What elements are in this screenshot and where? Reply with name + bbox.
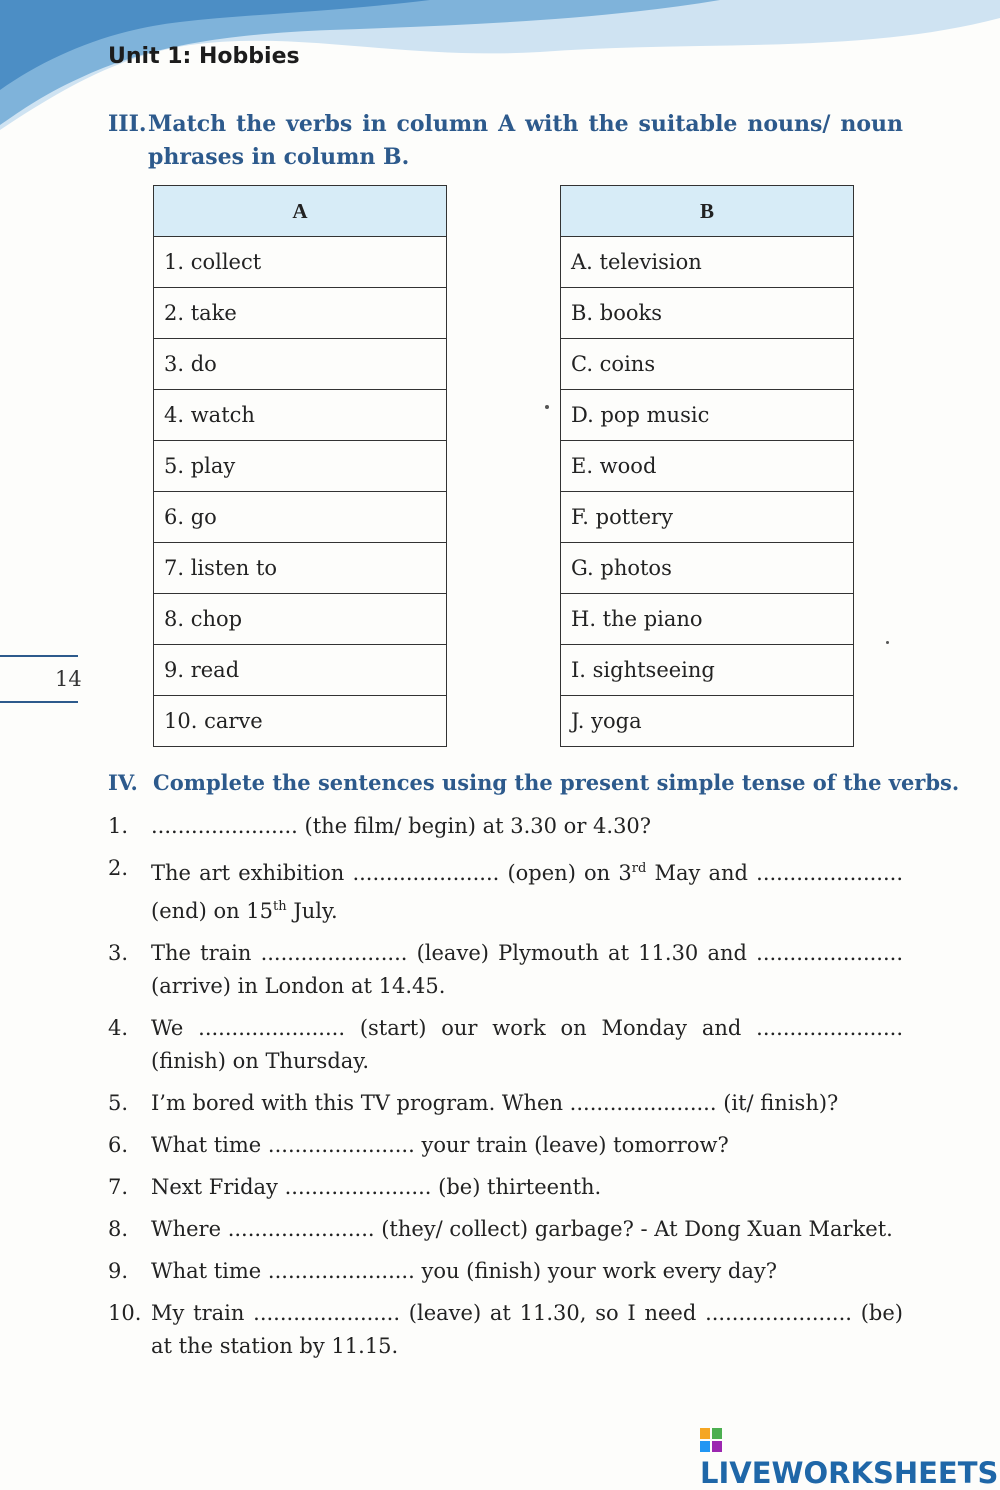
sentence-text: What time: [151, 1133, 268, 1157]
answer-blank[interactable]: ......................: [267, 1133, 415, 1157]
column-a-table: [153, 185, 447, 747]
section-4-heading: [108, 770, 959, 795]
noun-cell: B. books: [561, 288, 854, 339]
stray-dot: [545, 405, 549, 409]
section-3-instruction-line2: phrases in column B.: [148, 144, 410, 170]
sentence-text: (open) on 3: [499, 861, 632, 885]
answer-blank[interactable]: ......................: [260, 941, 408, 965]
column-a-header: A: [154, 186, 447, 237]
section-4-number: IV.: [108, 770, 138, 795]
sentence-text: (leave) Plymouth at 11.30 and: [407, 941, 757, 965]
section-3-number: III.: [108, 111, 147, 137]
sentence-item: [108, 937, 903, 1003]
verb-cell: 3. do: [154, 339, 447, 390]
unit-title: Unit 1: Hobbies: [108, 44, 300, 69]
sentence-item: [108, 1297, 903, 1363]
sentence-text: (start) our work on Monday and: [345, 1016, 757, 1040]
sentence-text: Next Friday: [151, 1175, 285, 1199]
page-number-block: [0, 655, 80, 703]
verb-cell: 8. chop: [154, 594, 447, 645]
answer-blank[interactable]: ......................: [756, 861, 903, 885]
ordinal-suffix: rd: [631, 861, 647, 876]
sentence-item: [108, 1213, 903, 1246]
section-3-instruction-line1: Match the verbs in column A with the suitable nouns/ noun: [148, 111, 903, 137]
section-4-instruction: Complete the sentences using the present simple tense of the verbs.: [153, 770, 960, 795]
column-b-table: [560, 185, 854, 747]
verb-cell: 4. watch: [154, 390, 447, 441]
sentence-number: 9.: [108, 1259, 129, 1283]
sentence-text: (be) thirteenth.: [431, 1175, 602, 1199]
sentence-text: The train: [151, 941, 261, 965]
sentence-item: [108, 1255, 903, 1288]
sentence-number: 1.: [108, 814, 129, 838]
verb-cell: 5. play: [154, 441, 447, 492]
ordinal-suffix: th: [273, 899, 287, 914]
page-number-rule-bottom: [0, 701, 78, 703]
sentence-text: (they/ collect) garbage? - At Dong Xuan Market.: [374, 1217, 893, 1241]
verb-cell: 6. go: [154, 492, 447, 543]
sentence-number: 10.: [108, 1301, 142, 1325]
stray-dot: [886, 641, 889, 644]
answer-blank[interactable]: ......................: [756, 941, 903, 965]
sentence-text: (the film/ begin) at 3.30 or 4.30?: [297, 814, 652, 838]
sentence-text: We: [151, 1016, 199, 1040]
noun-cell: A. television: [561, 237, 854, 288]
verb-cell: 9. read: [154, 645, 447, 696]
section-3-heading: [108, 108, 903, 174]
sentence-text: Where: [151, 1217, 228, 1241]
sentence-number: 3.: [108, 941, 129, 965]
answer-blank[interactable]: ......................: [227, 1217, 375, 1241]
verb-cell: 10. carve: [154, 696, 447, 747]
sentence-item: [108, 1012, 903, 1078]
sentence-number: 6.: [108, 1133, 129, 1157]
sentence-item: [108, 1171, 903, 1204]
answer-blank[interactable]: ......................: [284, 1175, 432, 1199]
noun-cell: F. pottery: [561, 492, 854, 543]
logo-text: LIVEWORKSHEETS: [700, 1456, 999, 1490]
column-b-header: B: [561, 186, 854, 237]
answer-blank[interactable]: ......................: [198, 1016, 345, 1040]
noun-cell: D. pop music: [561, 390, 854, 441]
sentence-text: (arrive) in London at 14.45.: [151, 974, 446, 998]
noun-cell: G. photos: [561, 543, 854, 594]
sentence-item: [108, 1129, 903, 1162]
answer-blank[interactable]: ......................: [352, 861, 500, 885]
sentence-text: your train (leave) tomorrow?: [414, 1133, 729, 1157]
sentence-number: 4.: [108, 1016, 129, 1040]
sentence-item: [108, 810, 903, 843]
page-number: 14: [55, 667, 82, 691]
sentence-text: May and: [646, 861, 757, 885]
sentence-text: I’m bored with this TV program. When: [151, 1091, 570, 1115]
noun-cell: J. yoga: [561, 696, 854, 747]
sentence-item: [108, 852, 903, 928]
answer-blank[interactable]: ......................: [253, 1301, 401, 1325]
sentence-text: (finish) on Thursday.: [151, 1049, 370, 1073]
noun-cell: C. coins: [561, 339, 854, 390]
noun-cell: I. sightseeing: [561, 645, 854, 696]
answer-blank[interactable]: ......................: [267, 1259, 415, 1283]
sentence-text: (it/ finish)?: [716, 1091, 839, 1115]
noun-cell: E. wood: [561, 441, 854, 492]
sentence-text: (be) at the station by 11.15.: [151, 1301, 903, 1358]
sentence-item: [108, 1087, 903, 1120]
liveworksheets-logo: [700, 1422, 1000, 1490]
sentence-number: 5.: [108, 1091, 129, 1115]
verb-cell: 2. take: [154, 288, 447, 339]
sentence-list: [108, 810, 903, 1372]
sentence-text: My train: [151, 1301, 254, 1325]
sentence-number: 2.: [108, 856, 129, 880]
sentence-text: What time: [151, 1259, 268, 1283]
answer-blank[interactable]: ......................: [705, 1301, 852, 1325]
verb-cell: 1. collect: [154, 237, 447, 288]
verb-cell: 7. listen to: [154, 543, 447, 594]
sentence-number: 8.: [108, 1217, 129, 1241]
sentence-text: (leave) at 11.30, so I need: [400, 1301, 706, 1325]
sentence-text: July.: [286, 899, 338, 923]
noun-cell: H. the piano: [561, 594, 854, 645]
answer-blank[interactable]: ......................: [569, 1091, 717, 1115]
sentence-text: you (finish) your work every day?: [414, 1259, 777, 1283]
sentence-text: (end) on 15: [151, 899, 274, 923]
answer-blank[interactable]: ......................: [756, 1016, 903, 1040]
liveworksheets-icon: [700, 1428, 722, 1452]
sentence-number: 7.: [108, 1175, 129, 1199]
page-number-rule-top: [0, 655, 78, 657]
answer-blank[interactable]: ......................: [151, 814, 298, 838]
sentence-text: The art exhibition: [151, 861, 353, 885]
